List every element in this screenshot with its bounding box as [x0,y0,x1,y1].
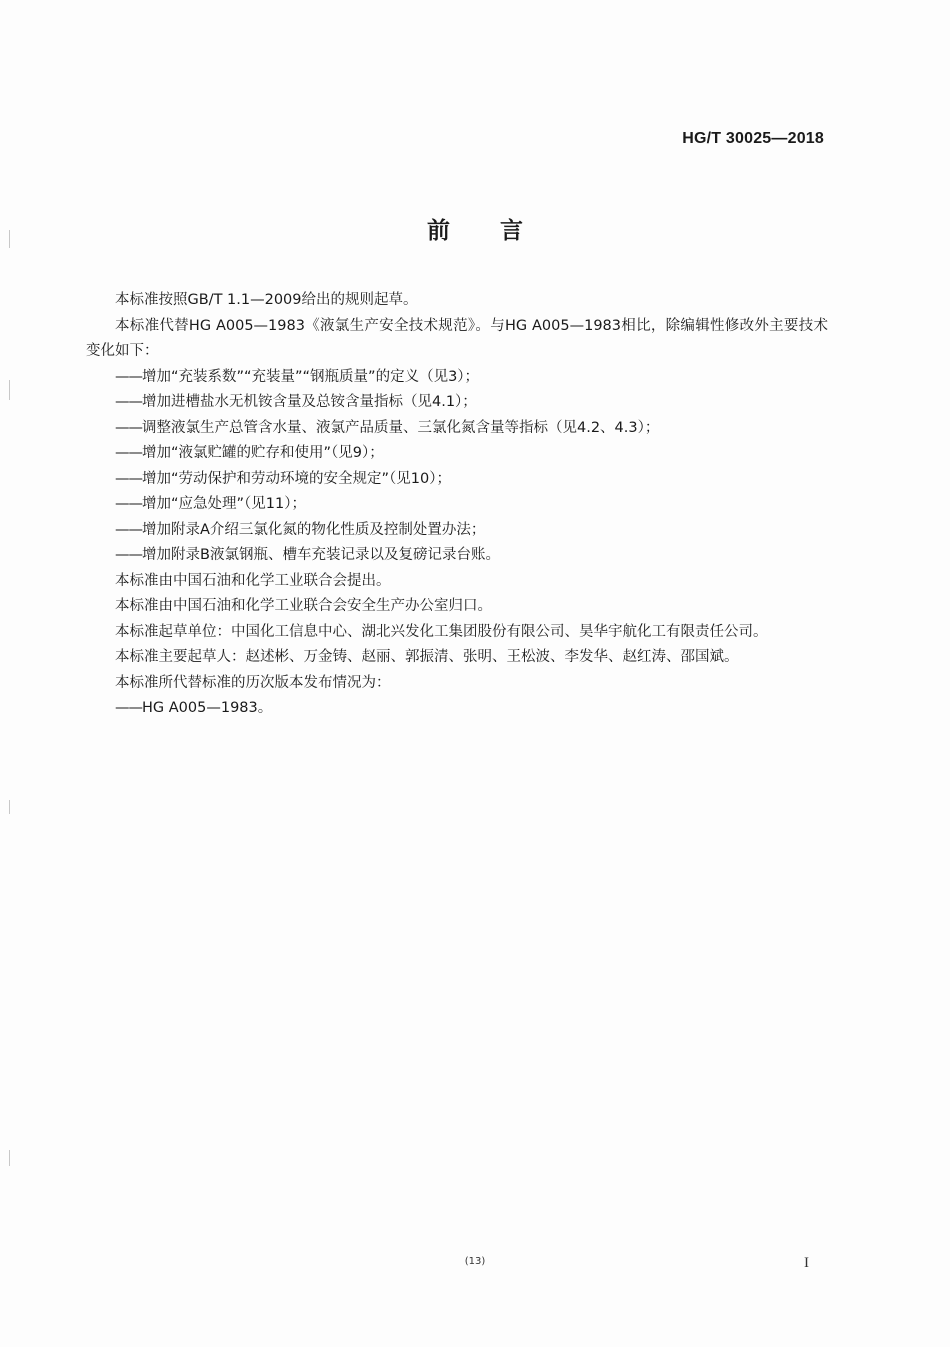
dash-mark: —— [115,496,142,512]
change-item [86,441,828,467]
change-item [86,467,828,493]
dash-mark: —— [115,419,142,436]
change-item-text: 增加“充装系数”“充装量”“钢瓶质量”的定义（见3）； [142,368,480,385]
paragraph-history: 本标准所代替标准的历次版本发布情况为： [115,674,391,691]
paragraph-proposer: 本标准由中国石油和化学工业联合会提出。 [115,572,391,589]
dash-mark: —— [115,700,142,716]
dash-mark: —— [115,368,142,385]
scan-edge-mark [9,800,10,814]
scan-edge-mark [9,380,10,400]
change-item-text: 调整液氯生产总管含水量、液氯产品质量、三氯化氮含量等指标（见4.2、4.3）； [142,419,660,436]
change-item-text: 增加“液氯贮罐的贮存和使用”（见9）； [142,445,384,461]
change-item-text: 增加“劳动保护和劳动环境的安全规定”（见10）； [142,470,451,487]
change-item-text: 增加附录B液氯钢瓶、槽车充装记录以及复磅记录台账。 [142,547,500,563]
standard-code: HG/T 30025—2018 [682,130,824,147]
history-item-text: HG A005—1983。 [142,700,273,716]
dash-mark: —— [115,394,142,410]
dash-mark: —— [115,547,142,563]
change-item [86,492,828,518]
page-title: 前言 [427,218,573,244]
dash-mark: —— [115,445,142,461]
paragraph-drafting-rules: 本标准按照GB/T 1.1—2009给出的规则起草。 [115,292,418,308]
paragraph-replacement: 本标准代替HG A005—1983《液氯生产安全技术规范》。与HG A005—1983相比，除编辑性修改外主要技术变化如下： [86,317,828,359]
paragraph-administrator: 本标准由中国石油和化学工业联合会安全生产办公室归口。 [115,598,492,614]
change-item-text: 增加“应急处理”（见11）； [142,496,306,512]
dash-mark: —— [115,470,142,487]
change-item-text: 增加附录A介绍三氯化氮的物化性质及控制处置办法； [142,521,486,538]
change-item [86,390,828,416]
change-item-text: 增加进槽盐水无机铵含量及总铵含量指标（见4.1）； [142,394,477,410]
change-item [86,543,828,569]
paragraph-drafting-units: 本标准起草单位：中国化工信息中心、湖北兴发化工集团股份有限公司、昊华宇航化工有限责任公司。 [115,623,768,640]
foreword-body [86,288,828,722]
sheet-number: (13) [464,1256,486,1267]
change-item [86,518,828,544]
change-item [86,416,828,442]
history-item [86,696,828,722]
page-number: I [804,1255,809,1271]
change-item [86,365,828,391]
scan-edge-mark [9,1150,10,1166]
dash-mark: —— [115,521,142,538]
paragraph-drafters: 本标准主要起草人：赵述彬、万金铸、赵丽、郭振清、张明、王松波、李发华、赵红涛、邵国斌。 [115,649,739,665]
